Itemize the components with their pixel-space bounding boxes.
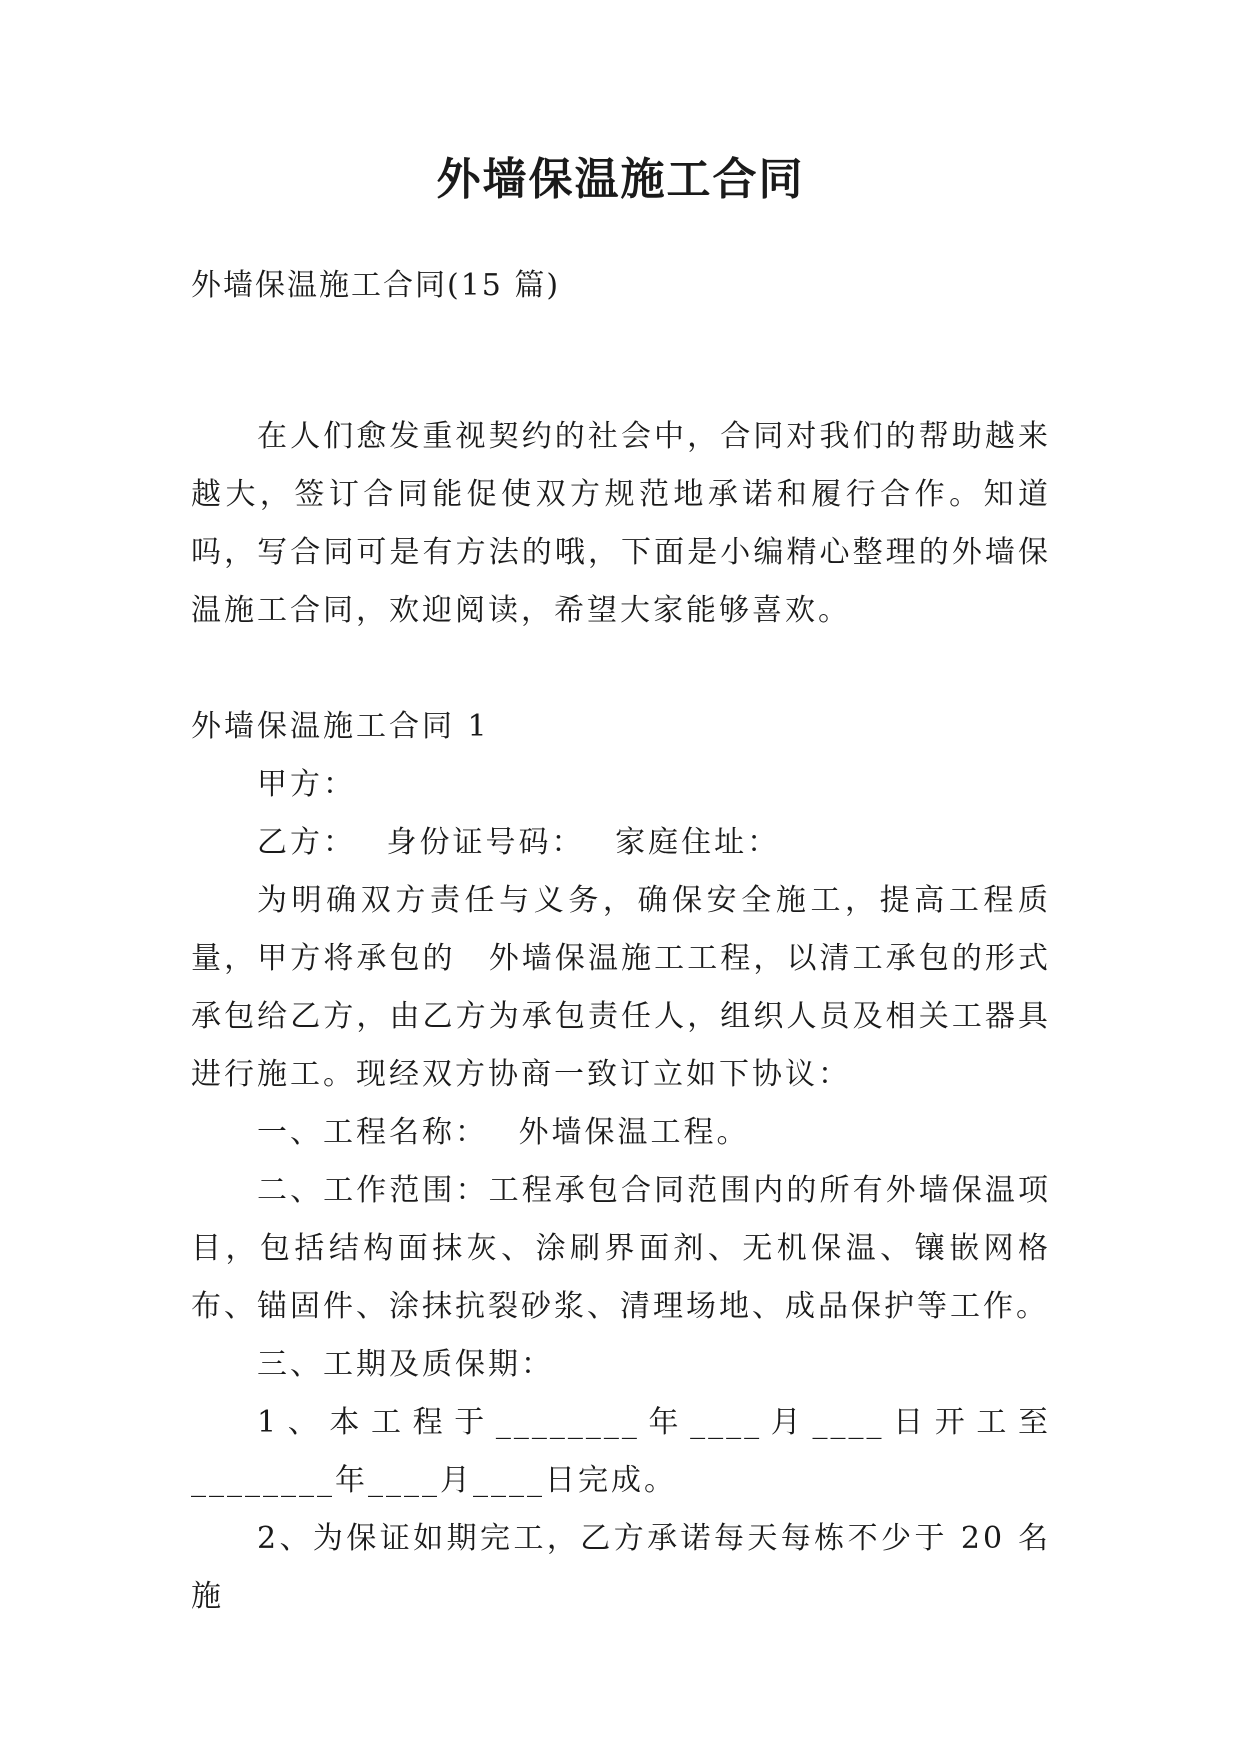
clause-schedule-workers: 2、为保证如期完工，乙方承诺每天每栋不少于 20 名施 bbox=[191, 1521, 1051, 1614]
document-title: 外墙保温施工合同 bbox=[436, 154, 805, 205]
clause-project-name: 一、工程名称： 外墙保温工程。 bbox=[257, 1115, 750, 1150]
document-subtitle: 外墙保温施工合同(15 篇) bbox=[191, 268, 561, 303]
document-body bbox=[191, 408, 1051, 1626]
section-heading: 外墙保温施工合同 1 bbox=[191, 709, 490, 744]
intro-paragraph: 在人们愈发重视契约的社会中，合同对我们的帮助越来越大，签订合同能促使双方规范地承诺和履行合作。知道吗，写合同可是有方法的哦，下面是小编精心整理的外墙保温施工合同，欢迎阅读，希望大家能够喜欢。 bbox=[191, 419, 1051, 628]
party-b-line: 乙方： 身份证号码： 家庭住址： bbox=[257, 825, 781, 860]
purpose-paragraph: 为明确双方责任与义务，确保安全施工，提高工程质量，甲方将承包的 外墙保温施工工程，以清工承包的形式承包给乙方，由乙方为承包责任人，组织人员及相关工器具进行施工。现经双方协商一致订立如下协议： bbox=[191, 883, 1051, 1092]
clause-work-scope: 二、工作范围：工程承包合同范围内的所有外墙保温项目，包括结构面抹灰、涂刷界面剂、无机保温、镶嵌网格布、锚固件、涂抹抗裂砂浆、清理场地、成品保护等工作。 bbox=[191, 1173, 1051, 1324]
clause-schedule-dates: 1、本工程于________年____月____日开工至________年____月____日完成。 bbox=[191, 1405, 1051, 1498]
clause-schedule-heading: 三、工期及质保期： bbox=[257, 1347, 554, 1382]
party-a-line: 甲方： bbox=[257, 767, 356, 802]
